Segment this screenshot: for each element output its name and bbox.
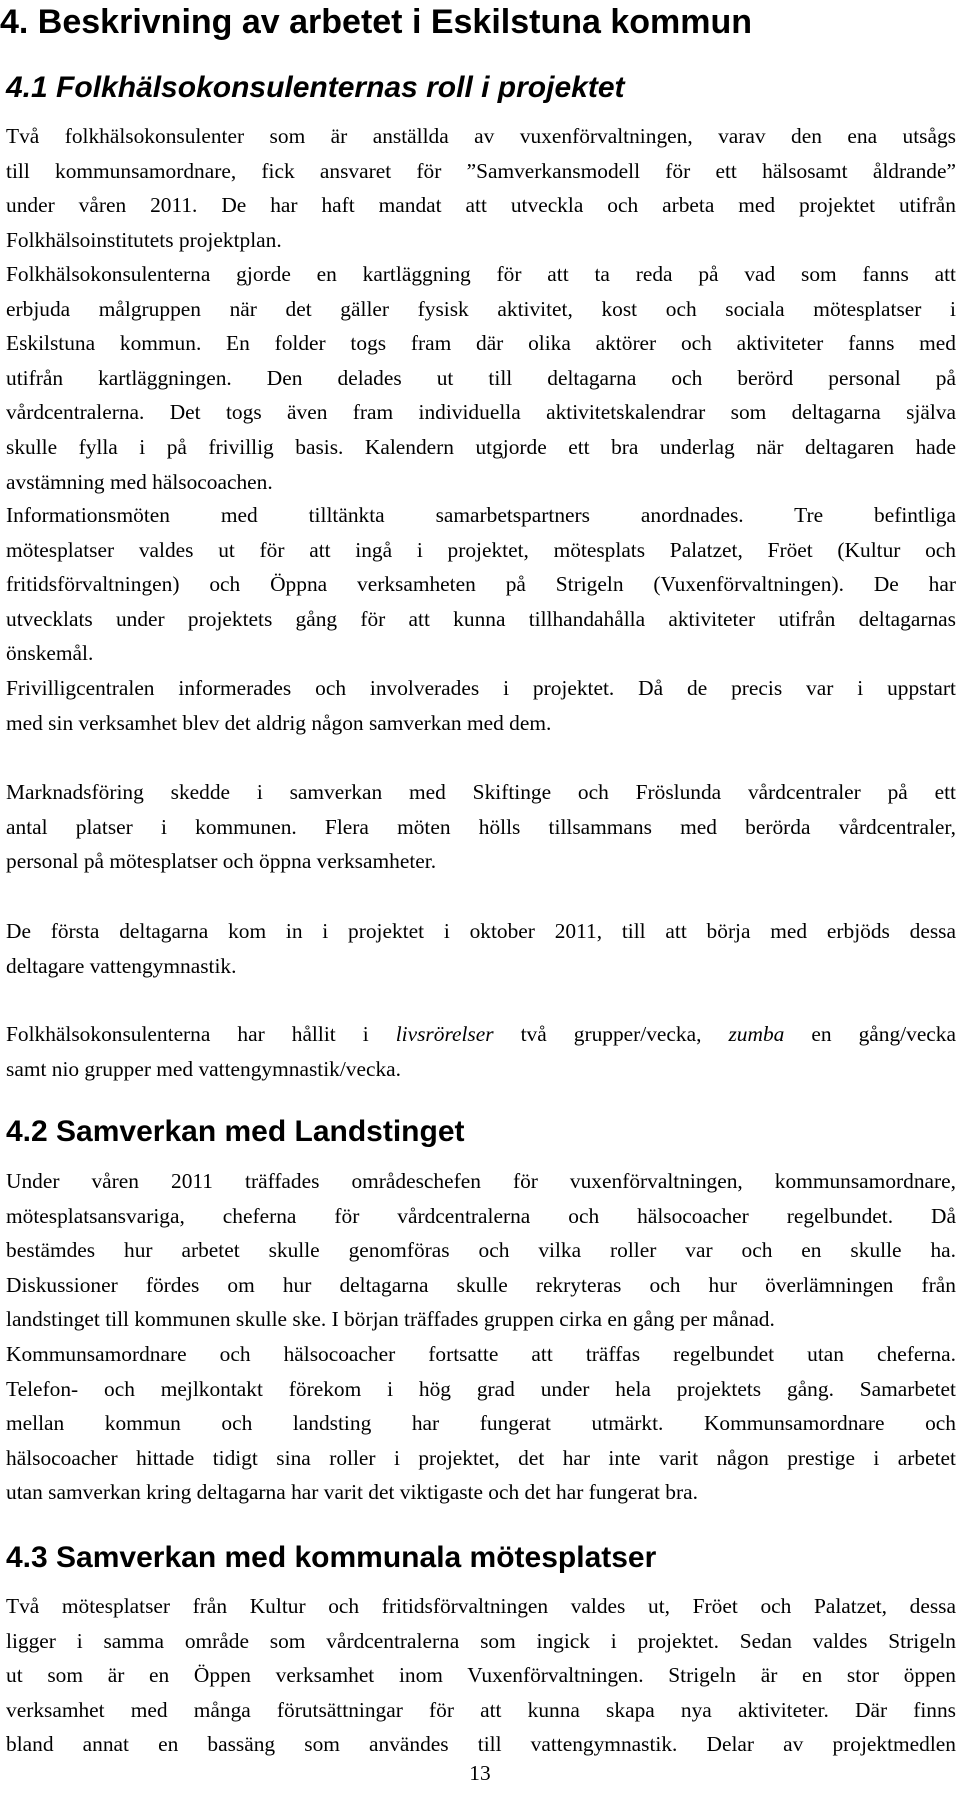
- text-line: samt nio grupper med vattengymnastik/vecka.: [6, 1056, 402, 1081]
- text-line: Under våren 2011 träffades områdeschefen för vuxenförvaltningen, kommunsamordnare,: [6, 1169, 956, 1193]
- text-line: verksamhet med många förutsättningar för att kunna skapa nya aktiviteter. Där finns: [6, 1697, 956, 1722]
- section-heading-4-1: 4.1 Folkhälsokonsulenternas roll i projektet: [6, 71, 625, 104]
- text-line: Folkhälsoinstitutets projektplan.: [6, 227, 282, 252]
- text-line: Telefon- och mejlkontakt förekom i hög grad under hela projektets gång. Samarbetet: [6, 1376, 956, 1401]
- section-heading-4-3: 4.3 Samverkan med kommunala mötesplatser: [6, 1541, 657, 1574]
- text-line: utifrån kartläggningen. Den delades ut till deltagarna och berörd personal på: [6, 365, 956, 390]
- page-number: 13: [469, 1761, 491, 1785]
- text-line: Folkhälsokonsulenterna gjorde en kartläggning för att ta reda på vad som fanns att: [6, 262, 956, 286]
- paragraph-4-1-6: [6, 914, 956, 983]
- text-line: skulle fylla i på frivillig basis. Kalendern utgjorde ett bra underlag när deltagaren hade: [6, 434, 956, 459]
- text-fragment: en gång/vecka: [784, 1022, 956, 1046]
- chapter-heading: 4. Beskrivning av arbetet i Eskilstuna kommun: [0, 3, 753, 41]
- text-line: mötesplatser valdes ut för att ingå i projektet, mötesplats Palatzet, Fröet (Kultur och: [6, 537, 956, 562]
- text-line: Kommunsamordnare och hälsocoacher fortsatte att träffas regelbundet utan cheferna.: [6, 1342, 956, 1366]
- text-line: utan samverkan kring deltagarna har varit det viktigaste och det har fungerat bra.: [6, 1480, 698, 1505]
- text-line: landstinget till kommunen skulle ske. I början träffades gruppen cirka en gång per månad.: [6, 1307, 775, 1332]
- text-line: deltagare vattengymnastik.: [6, 953, 237, 978]
- text-line: Informationsmöten med tilltänkta samarbetspartners anordnades. Tre befintliga: [6, 503, 956, 527]
- italic-term: zumba: [728, 1022, 785, 1046]
- text-line: Marknadsföring skedde i samverkan med Skiftinge och Fröslunda vårdcentraler på ett: [6, 780, 956, 804]
- italic-term: livsrörelser: [395, 1022, 494, 1046]
- text-line: önskemål.: [6, 641, 94, 666]
- text-line: mellan kommun och landsting har fungerat utmärkt. Kommunsamordnare och: [6, 1411, 956, 1436]
- text-line: fritidsförvaltningen) och Öppna verksamheten på Strigeln (Vuxenförvaltningen). De har: [6, 572, 956, 597]
- paragraph-4-2-1: [6, 1164, 956, 1337]
- text-line: Två mötesplatser från Kultur och fritidsförvaltningen valdes ut, Fröet och Palatzet, dessa: [6, 1594, 956, 1618]
- text-line: Två folkhälsokonsulenter som är anställda av vuxenförvaltningen, varav den ena utsågs: [6, 124, 956, 148]
- text-line: utvecklats under projektets gång för att kunna tillhandahålla aktiviteter utifrån deltagarnas: [6, 606, 956, 631]
- text-line: bestämdes hur arbetet skulle genomföras och vilka roller var och en skulle ha.: [6, 1238, 956, 1263]
- text-line: med sin verksamhet blev det aldrig någon samverkan med dem.: [6, 710, 552, 735]
- text-line: erbjuda målgruppen när det gäller fysisk aktivitet, kost och sociala mötesplatser i: [6, 296, 956, 321]
- text-line: mötesplatsansvariga, cheferna för vårdcentralerna och hälsocoacher regelbundet. Då: [6, 1203, 956, 1228]
- text-line: ligger i samma område som vårdcentralerna som ingick i projektet. Sedan valdes Strigeln: [6, 1628, 956, 1653]
- paragraph-4-1-4: [6, 671, 956, 740]
- text-line: Eskilstuna kommun. En folder togs fram där olika aktörer och aktiviteter fanns med: [6, 331, 956, 356]
- text-line: Diskussioner fördes om hur deltagarna skulle rekryteras och hur överlämningen från: [6, 1272, 956, 1297]
- text-fragment: Folkhälsokonsulenterna har hållit i: [6, 1022, 396, 1046]
- text-line: avstämning med hälsocoachen.: [6, 469, 273, 494]
- text-line: hälsocoacher hittade tidigt sina roller i projektet, det har inte varit någon prestige i arbetet: [6, 1445, 956, 1470]
- text-fragment: två grupper/vecka,: [493, 1022, 729, 1046]
- text-line: till kommunsamordnare, fick ansvaret för ”Samverkansmodell för ett hälsosamt åldrande”: [6, 158, 956, 183]
- section-heading-4-2: 4.2 Samverkan med Landstinget: [6, 1115, 465, 1148]
- paragraph-4-2-2: [6, 1337, 956, 1510]
- text-line: [6, 1017, 956, 1052]
- text-line: bland annat en bassäng som användes till vattengymnastik. Delar av projektmedlen: [6, 1732, 956, 1757]
- text-line: vårdcentralerna. Det togs även fram individuella aktivitetskalendrar som deltagarna själva: [6, 400, 956, 425]
- text-line: personal på mötesplatser och öppna verksamheter.: [6, 849, 437, 874]
- paragraph-4-1-2: [6, 257, 956, 499]
- paragraph-4-3-1: [6, 1589, 956, 1762]
- text-line: antal platser i kommunen. Flera möten hölls tillsammans med berörda vårdcentraler,: [6, 814, 956, 839]
- paragraph-4-1-7: [6, 1017, 956, 1086]
- text-line: De första deltagarna kom in i projektet i oktober 2011, till att börja med erbjöds dessa: [6, 919, 956, 943]
- paragraph-4-1-3: [6, 498, 956, 671]
- paragraph-4-1-1: [6, 119, 956, 257]
- text-line: under våren 2011. De har haft mandat att utveckla och arbeta med projektet utifrån: [6, 193, 956, 218]
- paragraph-4-1-5: [6, 775, 956, 879]
- text-line: ut som är en Öppen verksamhet inom Vuxenförvaltningen. Strigeln är en stor öppen: [6, 1663, 956, 1688]
- text-line: Frivilligcentralen informerades och involverades i projektet. Då de precis var i uppstart: [6, 676, 956, 700]
